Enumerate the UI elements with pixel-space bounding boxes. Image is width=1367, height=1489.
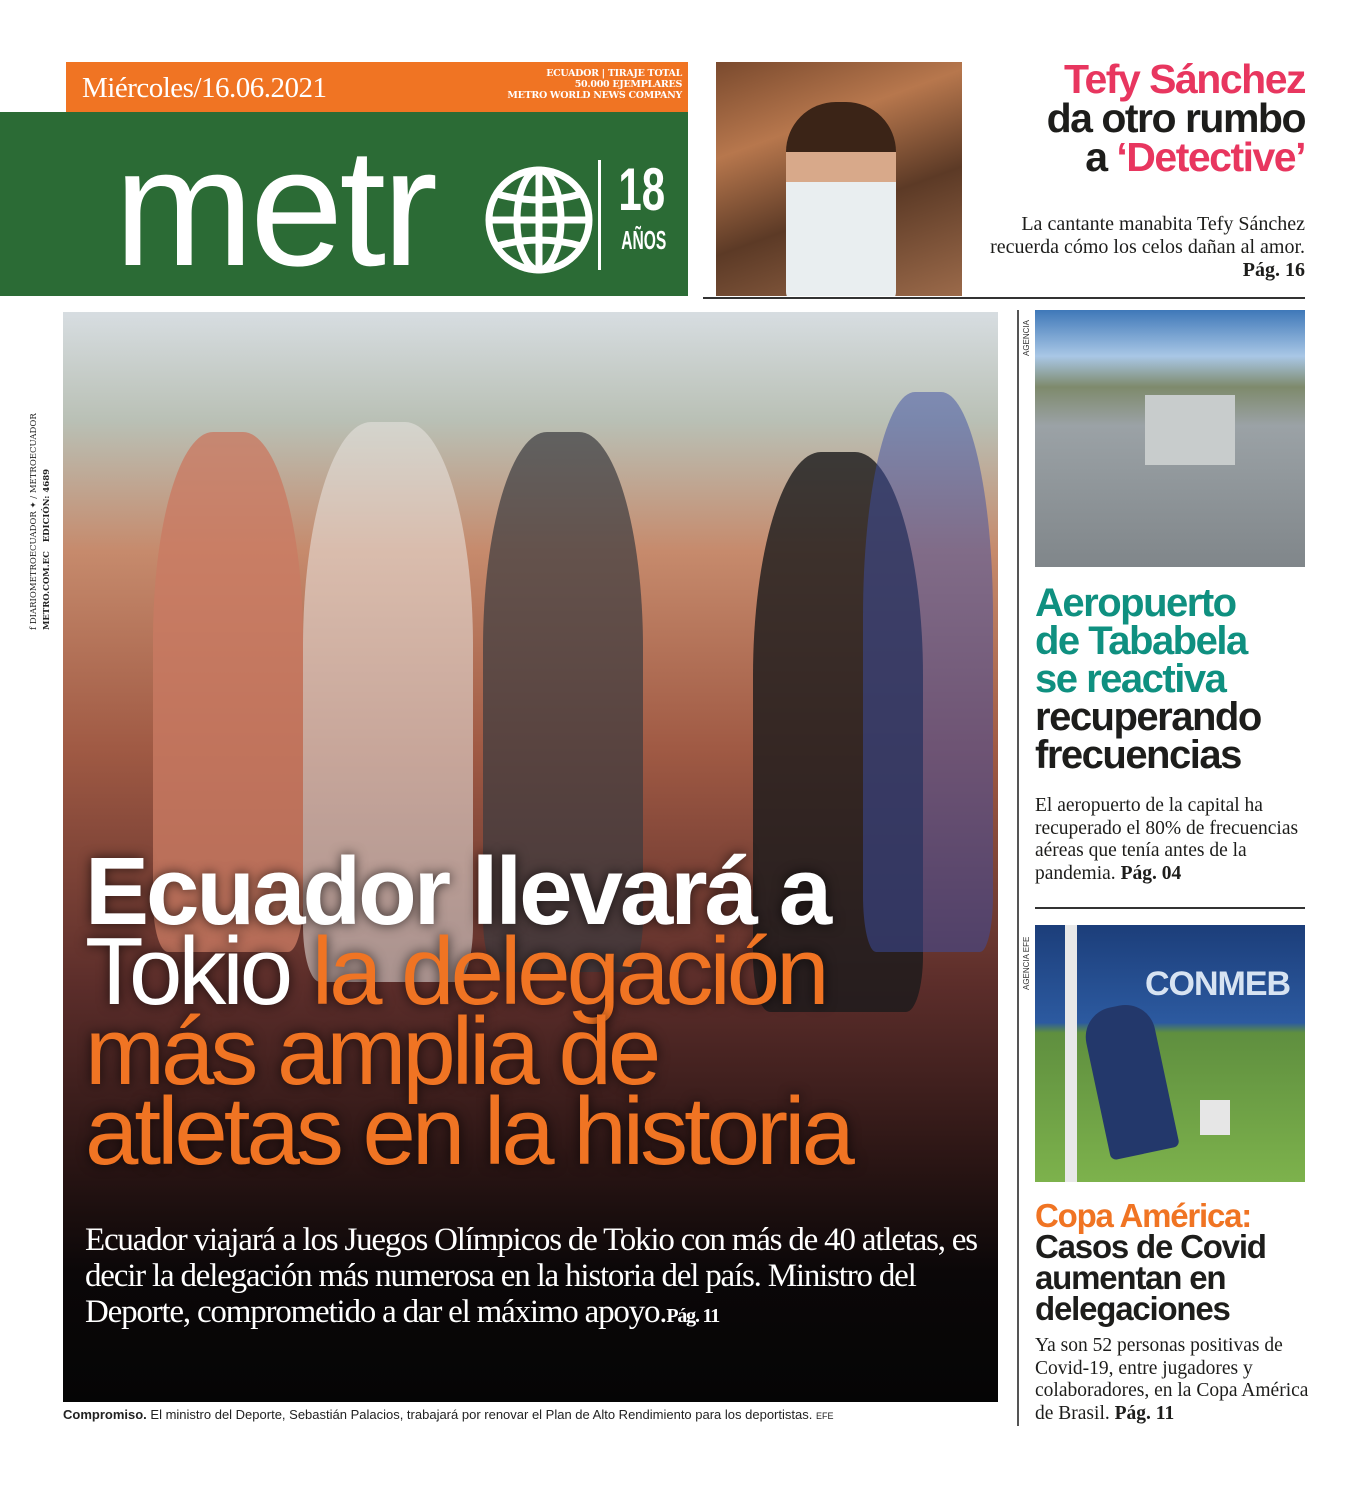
page-ref[interactable]: Pág. 04 <box>1120 862 1182 884</box>
headline-line: da otro rumbo <box>1046 95 1305 141</box>
photo-credit: AGENCIA <box>1022 319 1031 356</box>
headline-part: la delegación <box>311 918 826 1025</box>
circulation-info <box>507 68 682 101</box>
social-handles: f DIARIOMETROECUADOR ✦ / METROECUADOR <box>29 413 39 630</box>
photo-caption <box>63 1407 833 1422</box>
edition-date: Miércoles/16.06.2021 <box>82 72 327 104</box>
divider <box>1035 907 1305 909</box>
website[interactable]: METRO.COM.EC <box>42 551 52 630</box>
headline-line: aumentan en <box>1035 1259 1226 1296</box>
headline-line <box>1047 134 1305 180</box>
headline-line: Casos de Covid <box>1035 1228 1266 1265</box>
copa-america-photo[interactable] <box>1035 925 1305 1182</box>
tefy-sanchez-photo[interactable] <box>716 62 962 296</box>
airport-photo[interactable] <box>1035 310 1305 567</box>
edition-info <box>41 318 54 630</box>
page-ref[interactable]: Pág. 11 <box>666 1305 720 1327</box>
logo-divider <box>598 160 601 270</box>
headline-line: más amplia de <box>85 998 658 1105</box>
headline-line: Tefy Sánchez <box>1064 56 1305 102</box>
headline-line: Aeropuerto <box>1035 581 1236 625</box>
headline-line: Ecuador llevará a <box>85 838 830 945</box>
headline-part: ‘Detective’ <box>1116 134 1305 180</box>
caption-lead: Compromiso. <box>63 1407 147 1422</box>
stadium-sign: CONMEB <box>1145 965 1291 1003</box>
divider <box>703 297 1305 299</box>
main-headline[interactable] <box>85 838 985 1185</box>
logo-wordmark: metr <box>114 113 434 301</box>
page-ref[interactable]: Pág. 11 <box>1114 1402 1175 1424</box>
headline-line: se reactiva <box>1035 657 1226 701</box>
circulation-line: ECUADOR | TIRAJE TOTAL <box>546 68 682 79</box>
summary-text: Ya son 52 personas positivas de Covid-19, entre jugadores y colaboradores, en la Copa América de Brasil. <box>1035 1335 1309 1424</box>
headline-line: delegaciones <box>1035 1290 1230 1327</box>
column-divider <box>1017 310 1019 1426</box>
summary-text: El aeropuerto de la capital ha recuperado el 80% de frecuencias aéreas que tenía antes de la pandemia. <box>1035 795 1299 884</box>
side-strip <box>28 318 58 630</box>
page-ref[interactable]: Pág. 16 <box>1242 259 1305 281</box>
anniversary-badge <box>610 156 667 260</box>
copa-headline[interactable] <box>1035 1197 1266 1327</box>
headline-line: recuperando <box>1035 695 1261 739</box>
summary-text: Ecuador viajará a los Juegos Olímpicos de Tokio con más de 40 atletas, es decir la delegación más numerosa en la historia del país. Ministro del Deporte, comprometido a dar el máximo apoyo. <box>85 1222 977 1330</box>
headline-kicker: Copa América: <box>1035 1197 1252 1234</box>
globe-icon <box>483 164 595 276</box>
airport-summary <box>1035 795 1315 885</box>
headline-part: Tokio <box>85 918 290 1025</box>
circulation-line: 50.000 EJEMPLARES <box>574 79 682 90</box>
tefy-summary <box>985 213 1305 282</box>
edition-number: EDICIÓN: 4689 <box>42 468 52 543</box>
headline-line: de Tababela <box>1035 619 1247 663</box>
photo-credit: EFE <box>815 1411 834 1421</box>
headline-line: frecuencias <box>1035 733 1241 777</box>
masthead-logo <box>0 112 688 301</box>
copa-summary <box>1035 1335 1315 1425</box>
date-bar <box>66 62 688 112</box>
photo-credit: AGENCIA EFE <box>1022 936 1031 990</box>
headline-line: atletas en la historia <box>85 1078 851 1185</box>
anniversary-number: 18 <box>618 156 666 223</box>
anniversary-label: AÑOS <box>621 225 667 255</box>
circulation-line: METRO WORLD NEWS COMPANY <box>507 90 682 101</box>
main-story-photo[interactable] <box>63 312 998 1402</box>
caption-text: El ministro del Deporte, Sebastián Palacios, trabajará por renovar el Plan de Alto Rendimiento para los deportistas. <box>150 1407 813 1422</box>
tefy-headline[interactable] <box>1046 56 1305 180</box>
summary-text: La cantante manabita Tefy Sánchez recuerda cómo los celos dañan al amor. <box>990 213 1305 258</box>
main-story-summary <box>85 1222 985 1334</box>
headline-part: a <box>1085 134 1117 180</box>
airport-headline[interactable] <box>1035 581 1261 777</box>
